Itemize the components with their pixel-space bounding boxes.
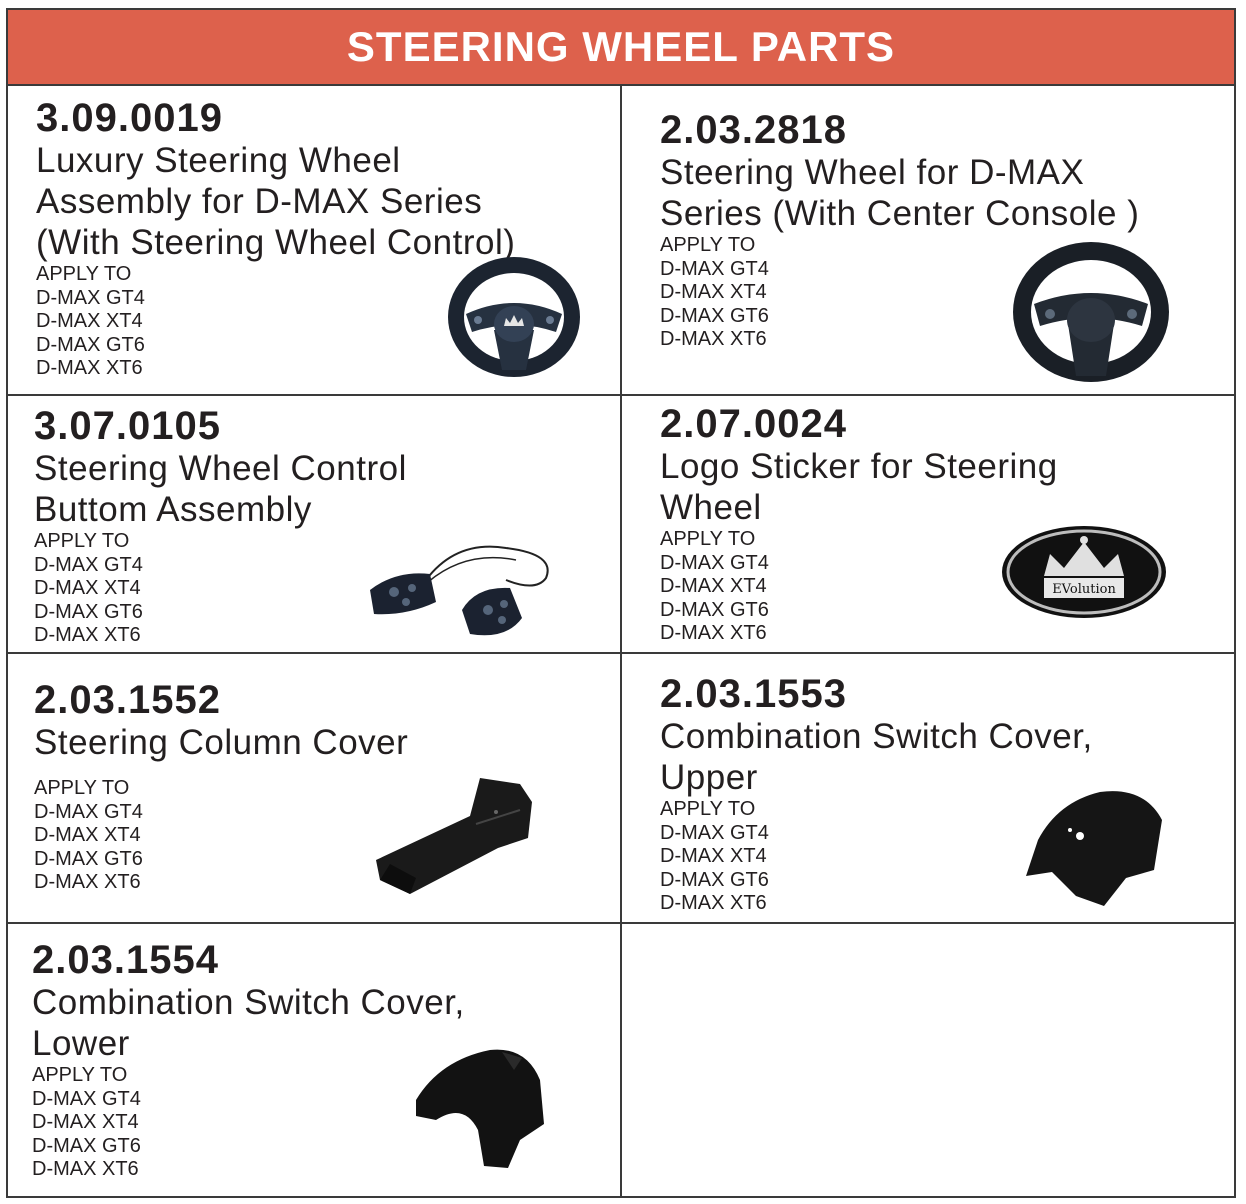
model-item: D-MAX GT6 <box>32 1134 141 1157</box>
part-name: Steering Column Cover <box>34 723 409 762</box>
apply-label: APPLY TO <box>32 1064 128 1086</box>
apply-list <box>34 530 407 648</box>
part-code: 2.03.1552 <box>34 678 221 722</box>
model-item: D-MAX XT6 <box>660 328 767 350</box>
part-code: 2.03.1553 <box>660 672 847 716</box>
column-cover-image <box>370 768 560 900</box>
part-code: 2.07.0024 <box>660 402 847 446</box>
apply-label: APPLY TO <box>34 777 130 799</box>
logo-text: EVolution <box>1052 582 1116 597</box>
part-card <box>660 402 1058 646</box>
model-item: D-MAX XT6 <box>660 622 767 644</box>
apply-label: APPLY TO <box>34 530 130 552</box>
model-item: D-MAX XT4 <box>36 310 143 332</box>
part-code: 2.03.2818 <box>660 108 847 152</box>
model-item: D-MAX XT6 <box>34 624 141 646</box>
apply-list <box>34 777 408 895</box>
model-item: D-MAX GT4 <box>660 257 769 280</box>
part-name: Combination Switch Cover, Upper <box>660 717 1093 797</box>
model-item: D-MAX XT6 <box>36 357 143 379</box>
model-item: D-MAX XT6 <box>32 1158 139 1180</box>
apply-label: APPLY TO <box>660 234 756 256</box>
page-title: STEERING WHEEL PARTS <box>346 23 896 70</box>
part-code: 3.09.0019 <box>36 96 223 140</box>
part-name: Combination Switch Cover, Lower <box>32 983 465 1063</box>
apply-list <box>660 528 1058 646</box>
control-buttons-image <box>366 540 556 640</box>
model-item: D-MAX XT4 <box>34 824 141 846</box>
model-item: D-MAX GT6 <box>660 304 769 327</box>
part-name: Logo Sticker for Steering Wheel <box>660 447 1058 527</box>
catalog-page <box>6 8 1236 1198</box>
model-item: D-MAX GT4 <box>660 821 769 844</box>
row-divider-1 <box>8 394 1234 396</box>
part-name: Steering Wheel Control Buttom Assembly <box>34 449 407 529</box>
model-item: D-MAX GT6 <box>34 600 143 623</box>
column-divider <box>620 86 622 1196</box>
model-item: D-MAX GT6 <box>660 868 769 891</box>
catalog-header <box>8 10 1234 86</box>
steering-wheel-image <box>1010 238 1172 386</box>
steering-wheel-image <box>444 252 584 382</box>
model-item: D-MAX GT6 <box>36 333 145 356</box>
model-item: D-MAX XT4 <box>32 1111 139 1133</box>
model-item: D-MAX GT6 <box>660 598 769 621</box>
model-item: D-MAX GT4 <box>36 286 145 309</box>
model-item: D-MAX XT4 <box>660 575 767 597</box>
apply-list <box>32 1064 465 1182</box>
part-code: 3.07.0105 <box>34 404 221 448</box>
model-item: D-MAX GT4 <box>34 553 143 576</box>
model-item: D-MAX XT6 <box>660 892 767 914</box>
model-item: D-MAX GT4 <box>34 800 143 823</box>
logo-sticker-image <box>1000 524 1168 620</box>
part-name: Luxury Steering Wheel Assembly for D-MAX Series (With Steering Wheel Control) <box>36 141 516 262</box>
model-item: D-MAX GT4 <box>660 551 769 574</box>
row-divider-3 <box>8 922 1234 924</box>
row-divider-2 <box>8 652 1234 654</box>
apply-label: APPLY TO <box>660 798 756 820</box>
part-code: 2.03.1554 <box>32 938 219 982</box>
model-item: D-MAX XT4 <box>660 281 767 303</box>
model-item: D-MAX XT6 <box>34 871 141 893</box>
part-card <box>34 404 407 648</box>
switch-cover-upper-image <box>1018 786 1168 910</box>
model-item: D-MAX GT6 <box>34 847 143 870</box>
switch-cover-lower-image <box>410 1040 550 1174</box>
model-item: D-MAX XT4 <box>660 845 767 867</box>
model-item: D-MAX GT4 <box>32 1087 141 1110</box>
part-card <box>32 938 465 1182</box>
apply-label: APPLY TO <box>36 263 132 285</box>
model-item: D-MAX XT4 <box>34 577 141 599</box>
apply-label: APPLY TO <box>660 528 756 550</box>
part-name: Steering Wheel for D-MAX Series (With Center Console ) <box>660 153 1140 233</box>
part-card <box>34 678 408 895</box>
